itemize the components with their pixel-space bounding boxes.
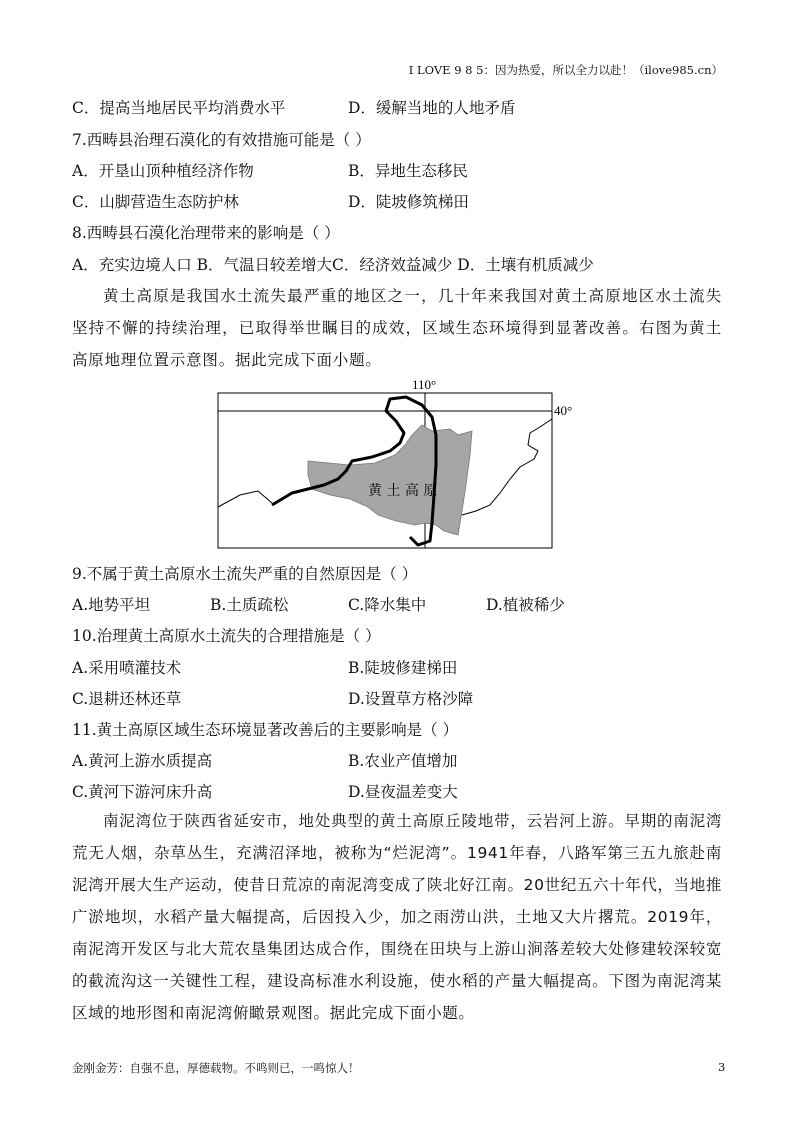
q10-option-a: A.采用喷灌技术 (72, 659, 182, 677)
q7-option-a: A．开垦山顶种植经济作物 (72, 162, 254, 180)
q10-option-c: C.退耕还林还草 (72, 690, 182, 708)
q11-option-b: B.农业产值增加 (348, 752, 458, 770)
q9-option-b: B.土质疏松 (210, 596, 289, 614)
q7-option-b: B．异地生态移民 (348, 162, 468, 180)
q11-stem: 11.黄土高原区域生态环境显著改善后的主要影响是（ ） (72, 721, 459, 739)
q10-option-b: B.陡坡修建梯田 (348, 659, 458, 677)
region-label: 黄 土 高 原 (368, 483, 438, 499)
page-number: 3 (718, 1060, 726, 1074)
coastline-west (218, 491, 272, 507)
coastline (462, 419, 552, 515)
q6-option-c: C．提高当地居民平均消费水平 (72, 99, 286, 117)
page-header: I LOVE 9 8 5：因为热爱，所以全力以赴！（ilove985.cn） (408, 63, 723, 77)
q8-options: A．充实边境人口 B．气温日较差增大C．经济效益减少 D．土壤有机质减少 (72, 256, 594, 274)
latitude-label: 40° (554, 403, 573, 418)
q7-option-c: C．山脚营造生态防护林 (72, 193, 239, 211)
q9-option-d: D.植被稀少 (486, 596, 565, 614)
longitude-label: 110° (412, 377, 437, 392)
q10-option-d: D.设置草方格沙障 (348, 690, 474, 708)
q9-option-c: C.降水集中 (348, 596, 427, 614)
q9-option-a: A.地势平坦 (72, 596, 151, 614)
q11-option-d: D.昼夜温差变大 (348, 783, 458, 801)
q9-stem: 9.不属于黄土高原水土流失严重的自然原因是（ ） (72, 565, 418, 583)
q11-option-c: C.黄河下游河床升高 (72, 783, 213, 801)
passage-nanniwan: 南泥湾位于陕西省延安市，地处典型的黄土高原丘陵地带，云岩河上游。早期的南泥湾荒无人烟，杂草丛生，充满沼泽地，被称为“烂泥湾”。1941年春，八路军第三五九旅赴南泥湾开展大生产运动，使昔日荒凉的南泥湾变成了陕北好江南。20世纪五六十年代，当地推广淤地坝，水稻产量大幅提高，后因投入少，加之雨涝山洪，土地又大片撂荒。2019年，南泥湾开发区与北大荒农垦集团达成合作，围绕在田块与上游山涧落差较大处修建较深较宽的截流沟这一关键性工程，建设高标准水利设施，使水稻的产量大幅提高。下图为南泥湾某区域的地形图和南泥湾俯瞰景观图。据此完成下面小题。 (72, 812, 722, 1022)
passage-loess-plateau: 黄土高原是我国水土流失最严重的地区之一，几十年来我国对黄土高原地区水土流失坚持不懈的持续治理，已取得举世瞩目的成效，区域生态环境得到显著改善。右图为黄土高原地理位置示意图。据此完成下面小题。 (72, 287, 722, 369)
q11-option-a: A.黄河上游水质提高 (72, 752, 213, 770)
q7-stem: 7.西畴县治理石漠化的有效措施可能是（ ） (72, 131, 371, 149)
q7-option-d: D．陡坡修筑梯田 (348, 193, 469, 211)
q8-stem: 8.西畴县石漠化治理带来的影响是（ ） (72, 224, 340, 242)
q10-stem: 10.治理黄土高原水土流失的合理措施是（ ） (72, 627, 381, 645)
footer-motto: 金刚金芳：自强不息，厚德载物。不鸣则已，一鸣惊人！ (72, 1061, 360, 1075)
q6-option-d: D．缓解当地的人地矛盾 (348, 99, 516, 117)
loess-plateau-map (200, 375, 600, 555)
